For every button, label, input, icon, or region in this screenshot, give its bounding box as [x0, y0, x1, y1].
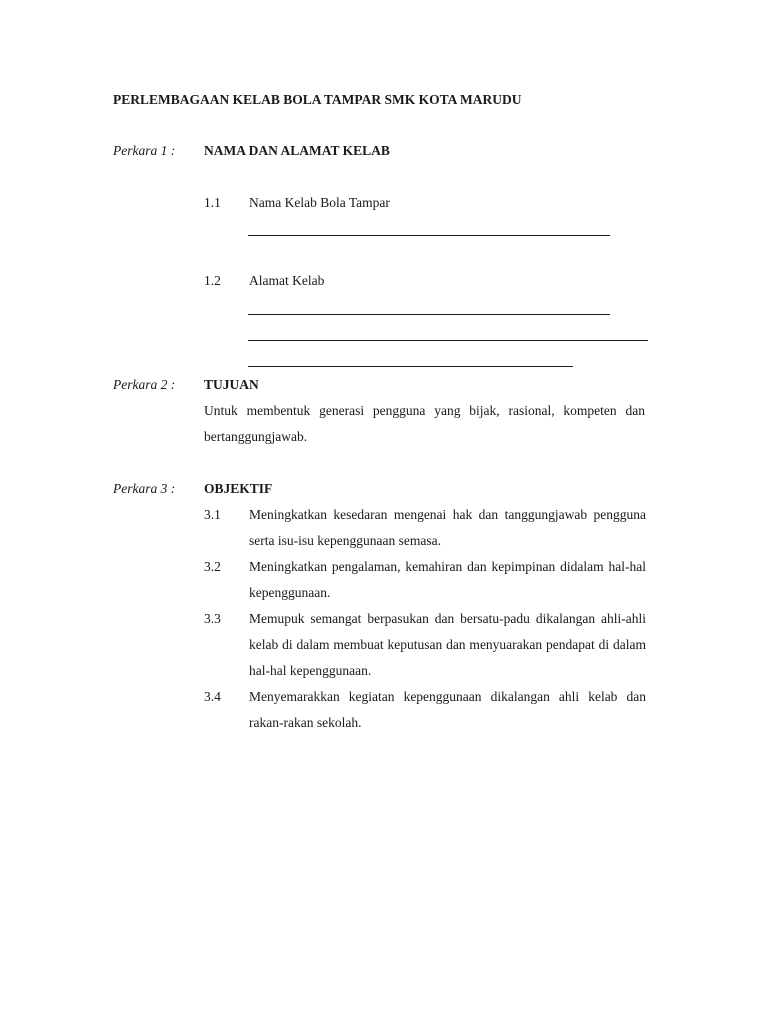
perkara-2-heading: TUJUAN	[204, 377, 259, 392]
item-3-1-number: 3.1	[204, 507, 221, 522]
item-3-2-number: 3.2	[204, 559, 221, 574]
item-1-1-number: 1.1	[204, 195, 221, 210]
item-3-4-text: Menyemarakkan kegiatan kepenggunaan dikalangan ahli kelab dan rakan-rakan sekolah.	[249, 689, 646, 730]
item-1-2-number: 1.2	[204, 273, 221, 288]
item-3-1-text: Meningkatkan kesedaran mengenai hak dan tanggungjawab pengguna serta isu-isu kepenggunaan semasa.	[249, 507, 646, 548]
address-blank-line-1	[248, 314, 610, 315]
item-3-3-text: Memupuk semangat berpasukan dan bersatu-padu dikalangan ahli-ahli kelab di dalam membuat keputusan dan menyuarakan pendapat di dalam hal-hal kepenggunaan.	[249, 611, 646, 678]
perkara-3-label: Perkara 3 :	[113, 481, 176, 496]
address-blank-line-2	[248, 340, 648, 341]
perkara-1-label: Perkara 1 :	[113, 143, 176, 158]
perkara-2-label: Perkara 2 :	[113, 377, 176, 392]
item-1-1-text: Nama Kelab Bola Tampar	[249, 195, 390, 210]
perkara-2-body: Untuk membentuk generasi pengguna yang bijak, rasional, kompeten dan bertanggungjawab.	[204, 403, 645, 444]
item-3-4-number: 3.4	[204, 689, 221, 704]
item-1-2-text: Alamat Kelab	[249, 273, 325, 288]
item-3-2-text: Meningkatkan pengalaman, kemahiran dan kepimpinan didalam hal-hal kepenggunaan.	[249, 559, 646, 600]
perkara-1-heading: NAMA DAN ALAMAT KELAB	[204, 143, 390, 158]
document-title: PERLEMBAGAAN KELAB BOLA TAMPAR SMK KOTA MARUDU	[113, 92, 522, 107]
item-3-3-number: 3.3	[204, 611, 221, 626]
address-blank-line-3	[248, 366, 573, 367]
club-name-blank-line	[248, 235, 610, 236]
perkara-3-heading: OBJEKTIF	[204, 481, 273, 496]
